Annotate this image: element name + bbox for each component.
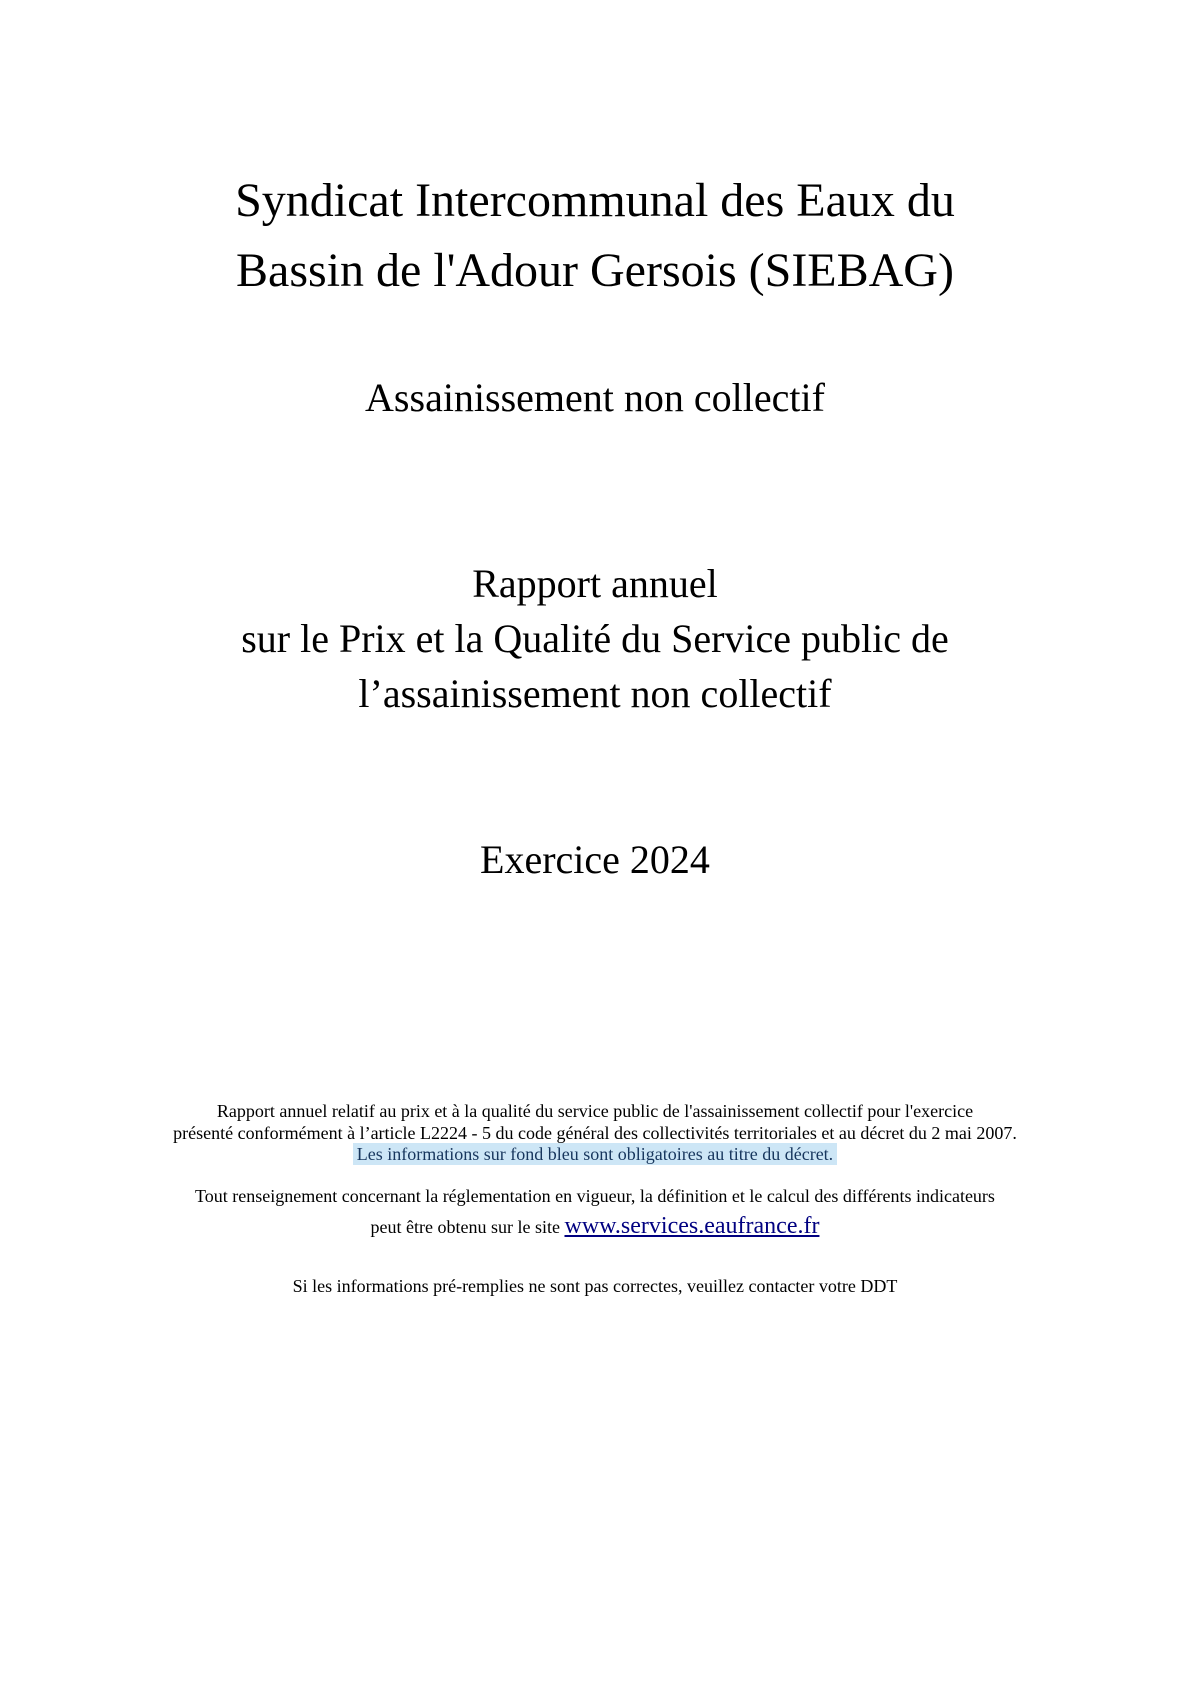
regulation-line-1: Tout renseignement concernant la réglementation en vigueur, la définition et le calcul des différents indicateurs [195,1186,995,1206]
legal-notice-line-1: Rapport annuel relatif au prix et à la qualité du service public de l'assainissement collectif pour l'exercice [216,1101,974,1121]
title-line-1: Syndicat Intercommunal des Eaux du [235,174,955,227]
report-title-line-3: l’assainissement non collectif [358,671,832,716]
regulation-info [0,1185,1190,1238]
legal-notice [0,1101,1190,1166]
highlighted-decree-notice: Les informations sur fond bleu sont obligatoires au titre du décret. [353,1143,837,1165]
report-title-line-2: sur le Prix et la Qualité du Service public de [241,616,949,661]
page-title [0,166,1190,306]
regulation-line-2 [0,1215,1190,1238]
service-type-subtitle: Assainissement non collectif [365,375,825,420]
regulation-line-2-prefix: peut être obtenu sur le site [370,1217,565,1237]
report-title-line-1: Rapport annuel [472,561,718,606]
title-line-2: Bassin de l'Adour Gersois (SIEBAG) [236,244,954,297]
report-title [0,556,1190,721]
legal-notice-line-3 [0,1144,1190,1166]
eaufrance-link[interactable]: www.services.eaufrance.fr [564,1213,820,1239]
ddt-contact-notice: Si les informations pré-remplies ne sont pas correctes, veuillez contacter votre DDT [292,1276,898,1296]
legal-notice-line-2: présenté conformément à l’article L2224 - 5 du code général des collectivités territoriales et au décret du 2 mai 2007. [173,1122,1017,1143]
exercise-year: Exercice 2024 [480,837,710,882]
